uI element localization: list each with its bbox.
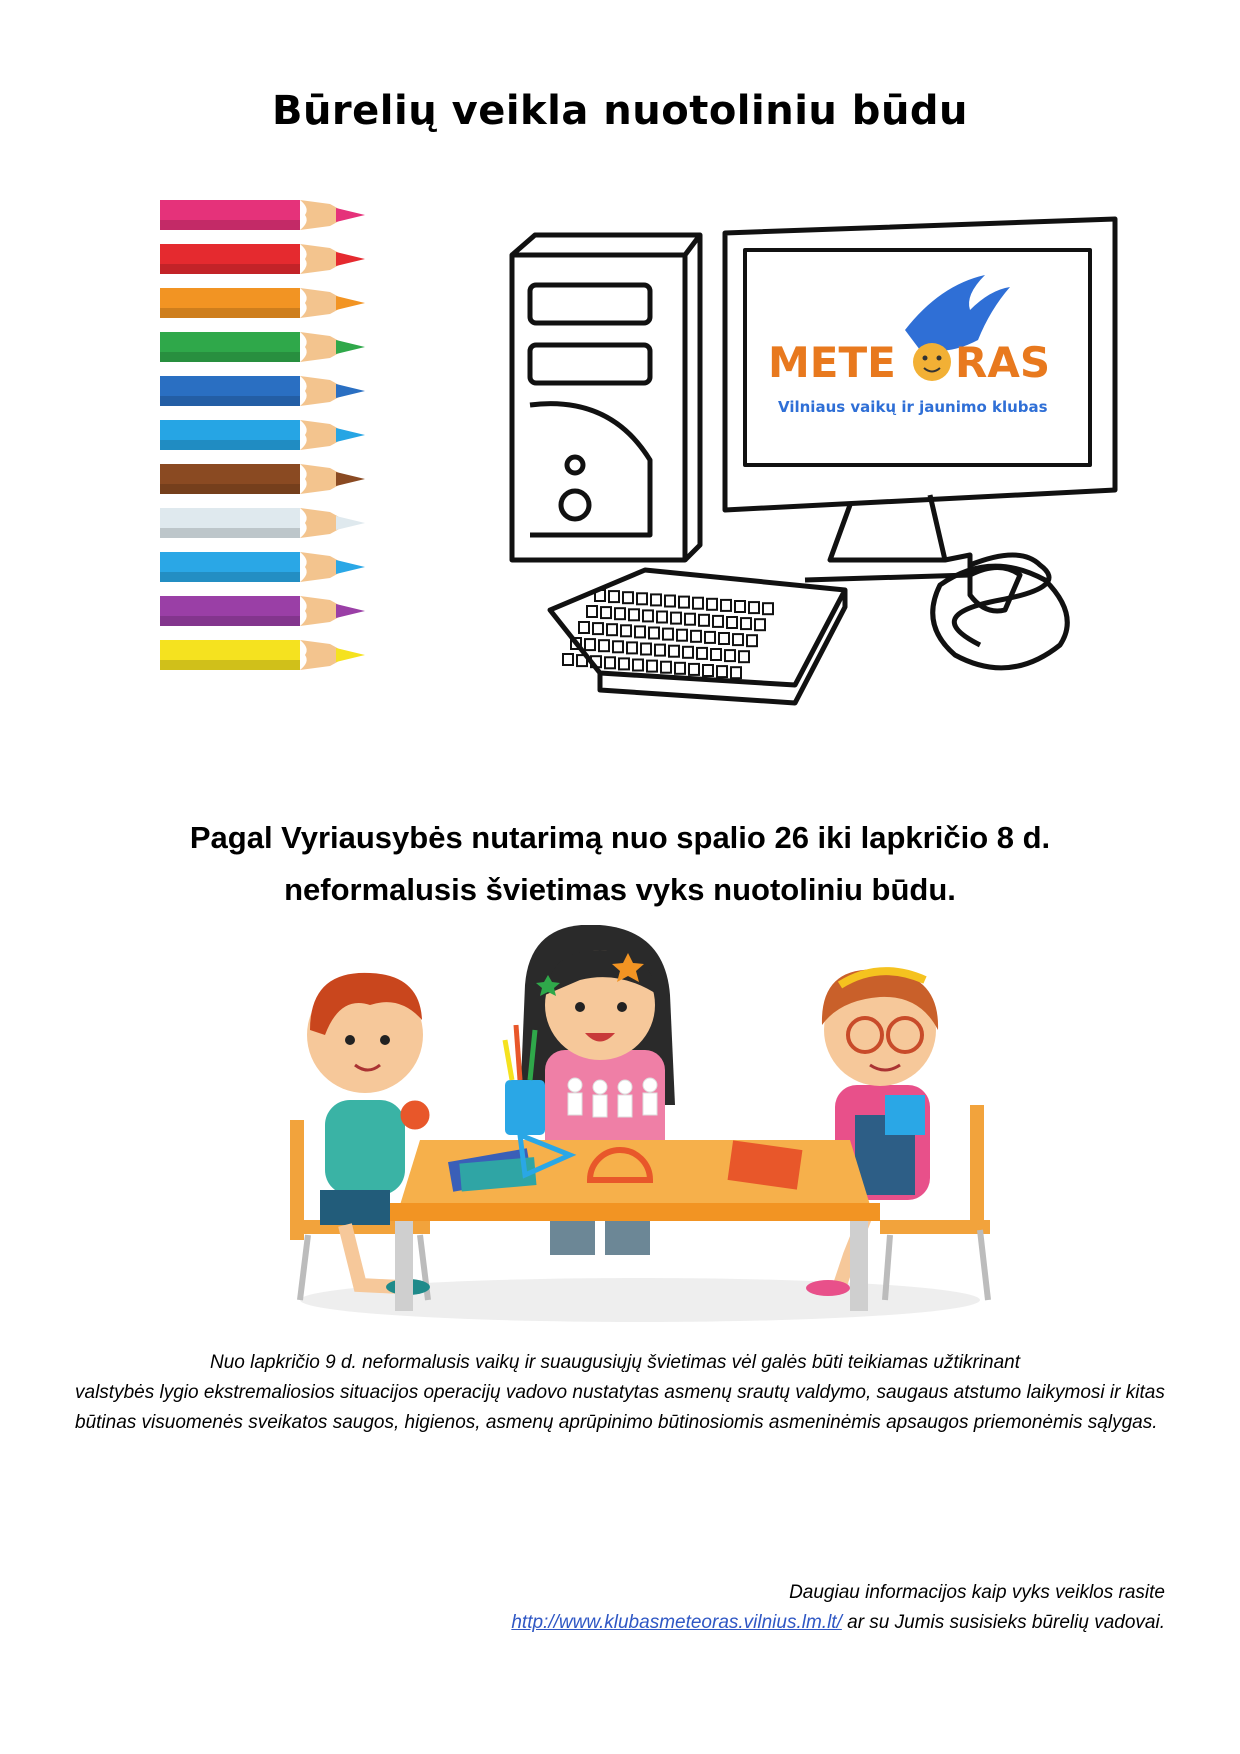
keyboard-key	[693, 598, 703, 609]
keyboard-key	[633, 660, 643, 671]
keyboard-key	[623, 592, 633, 603]
paragraph-line-1: Nuo lapkričio 9 d. neformalusis vaikų ir suaugusiųjų švietimas vėl galės būti teikiamas užtikrinant	[210, 1352, 1020, 1373]
keyboard-key	[733, 634, 743, 645]
pencil-tip	[336, 560, 365, 574]
paragraph-rest: valstybės lygio ekstremaliosios situacijos operacijų vadovo nustatytas asmenų srautų valdymo, saugaus atstumo laikymosi ir kitas būtinas visuomenės sveikatos saugos, higienos, asmenų aprūpinimo būtinosiomis asmeninėmis apsaugos priemonėmis sąlygas.	[75, 1382, 1165, 1433]
keyboard-key	[637, 593, 647, 604]
keyboard-key	[691, 631, 701, 642]
pencil-tip	[336, 252, 365, 266]
keyboard-key	[649, 628, 659, 639]
keyboard-key	[627, 642, 637, 653]
keyboard-key	[719, 633, 729, 644]
pencil-tip	[336, 296, 365, 310]
keyboard-key	[585, 639, 595, 650]
keyboard-key	[593, 623, 603, 634]
keyboard-key	[747, 635, 757, 646]
keyboard-key	[635, 626, 645, 637]
keyboard-key	[647, 661, 657, 672]
keyboard-key	[677, 630, 687, 641]
keyboard-key	[601, 607, 611, 618]
footer-line-2-suffix: ar su Jumis susisieks būrelių vadovai.	[841, 1612, 1165, 1633]
headline-line-1: Pagal Vyriausybės nutarimą nuo spalio 26 iki lapkričio 8 d.	[189, 820, 1051, 855]
keyboard-key	[605, 657, 615, 668]
pencil-shade	[160, 352, 300, 362]
pc-tower	[512, 255, 685, 560]
keyboard-key	[699, 615, 709, 626]
keyboard-key	[669, 646, 679, 657]
pencil-shade	[160, 616, 300, 626]
headline-line-2: neformalusis švietimas vyks nuotoliniu būdu.	[284, 872, 956, 907]
page-title: Būrelių veikla nuotoliniu būdu	[271, 88, 969, 134]
club-website-link[interactable]: http://www.klubasmeteoras.vilnius.lm.lt/	[511, 1612, 842, 1633]
keyboard-key	[609, 591, 619, 602]
logo-text-part1: METE	[768, 338, 896, 387]
pencil-shade	[160, 220, 300, 230]
keyboard-key	[717, 666, 727, 677]
logo-text-part2: RAS	[955, 338, 1051, 387]
keyboard-key	[763, 603, 773, 614]
keyboard-key	[607, 624, 617, 635]
keyboard-key	[679, 597, 689, 608]
headline	[0, 812, 1240, 916]
keyboard-key	[621, 625, 631, 636]
keyboard-key	[711, 649, 721, 660]
logo-subtitle: Vilniaus vaikų ir jaunimo klubas	[778, 398, 1048, 416]
keyboard-key	[615, 608, 625, 619]
keyboard-key	[657, 612, 667, 623]
keyboard-key	[599, 640, 609, 651]
pencil-shade	[160, 440, 300, 450]
children-crafting-illustration	[280, 925, 1000, 1325]
pencil-shade	[160, 308, 300, 318]
keyboard-key	[619, 658, 629, 669]
colored-pencils-illustration	[160, 200, 430, 750]
pencil-shade	[160, 484, 300, 494]
footer-info	[511, 1578, 1165, 1638]
keyboard-key	[689, 664, 699, 675]
keyboard-key	[651, 594, 661, 605]
keyboard-key	[703, 665, 713, 676]
keyboard-key	[739, 651, 749, 662]
pencil-tip	[336, 384, 365, 398]
keyboard-key	[643, 610, 653, 621]
keyboard-key	[665, 596, 675, 607]
keyboard-key	[741, 618, 751, 629]
keyboard-key	[731, 667, 741, 678]
keyboard-key	[661, 662, 671, 673]
keyboard-key	[613, 641, 623, 652]
keyboard-key	[725, 650, 735, 661]
pencil-tip	[336, 208, 365, 222]
pencil-shade	[160, 660, 300, 670]
keyboard-key	[727, 617, 737, 628]
keyboard-key	[721, 600, 731, 611]
mouse	[933, 566, 1068, 668]
keyboard-key	[697, 648, 707, 659]
footer-line-2	[511, 1608, 1165, 1638]
pencil-shade	[160, 572, 300, 582]
keyboard-key	[579, 622, 589, 633]
keyboard-key	[655, 645, 665, 656]
footer-line-1: Daugiau informacijos kaip vyks veiklos rasite	[789, 1582, 1165, 1603]
keyboard-key	[675, 663, 685, 674]
logo-face-icon	[913, 343, 951, 381]
keyboard-key	[749, 602, 759, 613]
keyboard-key	[707, 599, 717, 610]
pencil-tip	[336, 648, 365, 662]
keyboard-key	[629, 609, 639, 620]
pencil-shade	[160, 264, 300, 274]
pencil-tip	[336, 428, 365, 442]
info-paragraph	[75, 1348, 1165, 1438]
keyboard-key	[685, 614, 695, 625]
keyboard-key	[735, 601, 745, 612]
keyboard-key	[755, 619, 765, 630]
computer-illustration	[500, 215, 1140, 755]
pencil-tip	[336, 516, 365, 530]
pencil-tip	[336, 604, 365, 618]
keyboard-key	[705, 632, 715, 643]
keyboard-key	[641, 644, 651, 655]
keyboard-key	[671, 613, 681, 624]
pencil-tip	[336, 340, 365, 354]
keyboard-key	[563, 654, 573, 665]
pencil-shade	[160, 528, 300, 538]
keyboard-key	[663, 629, 673, 640]
keyboard-key	[713, 616, 723, 627]
keyboard-key	[683, 647, 693, 658]
pencil-tip	[336, 472, 365, 486]
keyboard-key	[587, 606, 597, 617]
pencil-shade	[160, 396, 300, 406]
girl-right	[806, 970, 938, 1296]
